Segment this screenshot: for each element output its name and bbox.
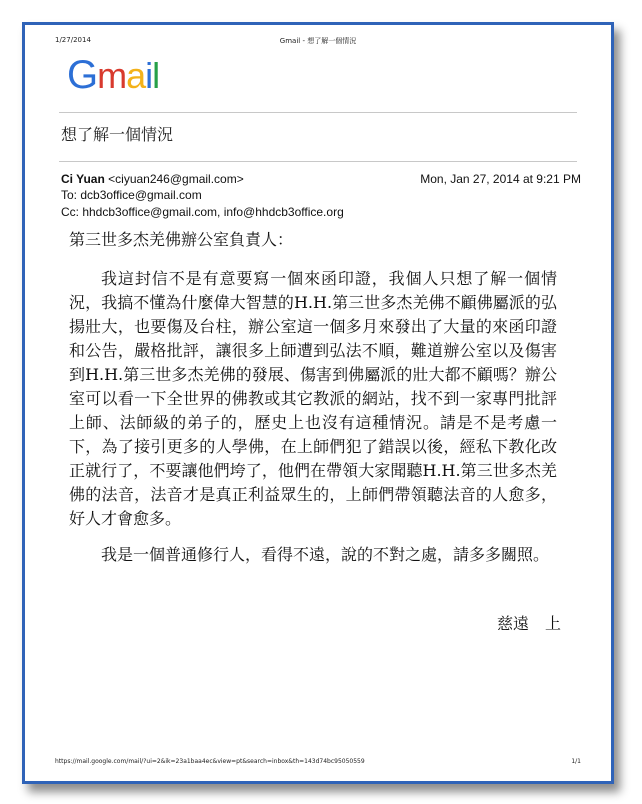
email-subject: 想了解一個情況 — [61, 125, 174, 144]
page-number: 1/1 — [571, 758, 581, 765]
logo-letter-g: G — [67, 53, 98, 97]
printed-page — [22, 22, 614, 784]
sender-email: <ciyuan246@gmail.com> — [108, 172, 244, 186]
sender-line — [61, 172, 244, 186]
logo-letter-a: a — [126, 55, 146, 96]
letter-paragraph-2: 我是一個普通修行人，看得不遠，說的不對之處，請多多關照。 — [101, 545, 550, 564]
letter-body — [69, 229, 557, 567]
letter-signature: 慈遠 上 — [496, 614, 561, 633]
divider-subject — [59, 161, 577, 162]
recipient-cc: Cc: hhdcb3office@gmail.com, info@hhdcb3office.org — [61, 205, 344, 219]
sent-date: Mon, Jan 27, 2014 at 9:21 PM — [420, 172, 581, 186]
print-title: Gmail - 想了解一個情況 — [279, 37, 357, 45]
sender-name: Ci Yuan — [61, 172, 105, 186]
gmail-logo — [67, 55, 159, 95]
print-date: 1/27/2014 — [55, 36, 91, 44]
letter-greeting: 第三世多杰羌佛辦公室負責人： — [69, 230, 294, 249]
recipient-to: To: dcb3office@gmail.com — [61, 188, 202, 202]
divider-top — [59, 112, 577, 113]
logo-letter-i: i — [145, 55, 153, 96]
print-url: https://mail.google.com/mail/?ui=2&ik=23a1baa4ec&view=pt&search=inbox&th=143d74bc95050559 — [55, 758, 365, 765]
logo-letter-m: m — [97, 55, 127, 96]
logo-letter-l: l — [152, 55, 160, 96]
letter-paragraph-1: 我這封信不是有意要寫一個來函印證，我個人只想了解一個情況，我搞不懂為什麼偉大智慧的H.H.第三世多杰羌佛不顧佛屬派的弘揚壯大，也要傷及台柱，辦公室這一個多月來發出了大量的來函印證和公告，嚴格批評，讓很多上師遭到弘法不順，難道辦公室以及傷害到H.H.第三世多杰羌佛的發展、傷害到佛屬派的壯大都不顧嗎？辦公室可以看一下全世界的佛教或其它教派的網站，找不到一家專門批評上師、法師級的弟子的，歷史上也沒有這種情況。請是不是考慮一下，為了接引更多的人學佛，在上師們犯了錯誤以後，經私下教化改正就行了，不要讓他們垮了，他們在帶領大家聞聽H.H.第三世多杰羌佛的法音，法音才是真正利益眾生的，上師們帶領聽法音的人愈多，好人才會愈多。 — [69, 269, 557, 528]
